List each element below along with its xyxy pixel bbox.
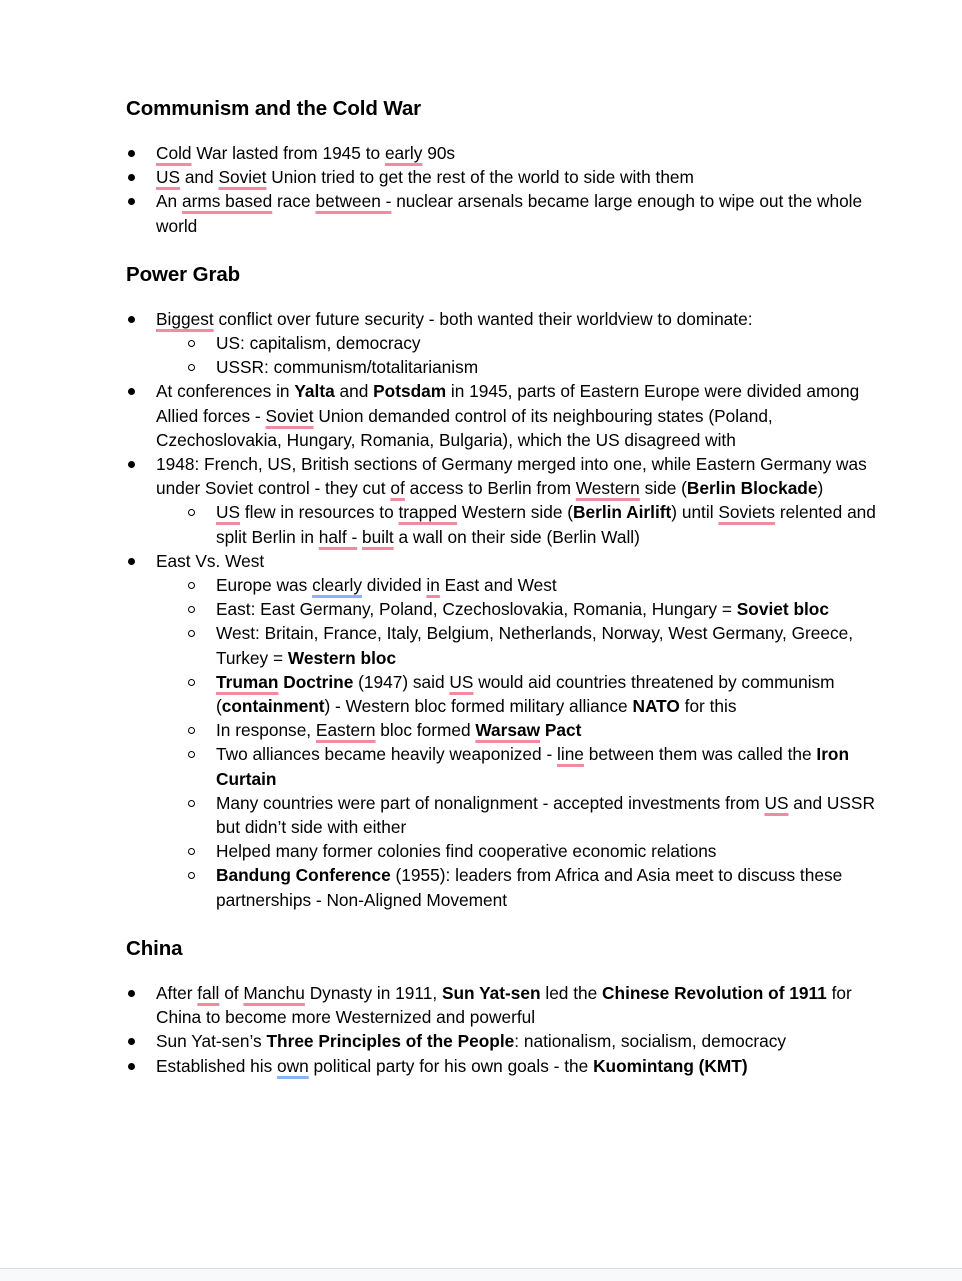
grammar-word[interactable]: clearly [312,575,362,596]
spellcheck-word[interactable]: fall [197,982,220,1003]
spellcheck-word[interactable]: Biggest [156,308,214,329]
spellcheck-word[interactable]: US [449,671,474,692]
spellcheck-word[interactable]: line [557,744,584,765]
sub-list-item: US: capitalism, democracy [126,331,876,355]
list-item: Biggest conflict over future security - both wanted their worldview to dominate: US: capitalism, democracy USSR: communism/totalitarianism [126,307,876,380]
grammar-word[interactable]: own [277,1055,309,1076]
spellcheck-word[interactable]: Warsaw [475,720,541,741]
sub-list-item: Truman Doctrine (1947) said US would aid countries threatened by communism (containment) - Western bloc formed military alliance NATO for this [126,670,876,718]
heading-power-grab: Power Grab [126,262,241,286]
spellcheck-word[interactable]: half - [318,526,358,547]
spellcheck-phrase[interactable]: arms based [181,191,273,212]
spellcheck-word[interactable]: US [156,167,181,188]
list-item: At conferences in Yalta and Potsdam in 1945, parts of Eastern Europe were divided among Allied forces - Soviet Union demanded control of its neighbouring states (Poland, Czechoslovakia, Hungary, Romania, Bulgaria), which the US disagreed with [126,379,876,452]
bullet-list [126,307,876,912]
sub-list-item: Helped many former colonies find cooperative economic relations [126,839,876,863]
spellcheck-word[interactable]: Cold [156,143,192,163]
list-item: Established his own political party for his own goals - the Kuomintang (KMT) [126,1054,876,1078]
list-item: Cold War lasted from 1945 to early 90s [126,141,876,165]
sub-list-item: US flew in resources to trapped Western side (Berlin Airlift) until Soviets relented and split Berlin in half - built a wall on their side (Berlin Wall) [126,500,876,548]
list-item: US and Soviet Union tried to get the rest of the world to side with them [126,165,876,189]
bottom-edge-bar [0,1268,962,1281]
sub-bullet-list [156,331,876,379]
sub-list-item: Two alliances became heavily weaponized - line between them was called the Iron Curtain [126,742,876,790]
spellcheck-word[interactable]: US [216,502,241,523]
list-item: An arms based race between - nuclear arsenals became large enough to wipe out the whole world [126,189,876,237]
sub-list-item: Many countries were part of nonalignment - accepted investments from US and USSR but didn’t side with either [126,791,876,839]
spellcheck-word[interactable]: Soviets [718,502,776,523]
spellcheck-phrase[interactable]: between - [315,191,392,212]
spellcheck-word[interactable]: Soviet [218,167,267,188]
list-item: East Vs. West Europe was clearly divided in East and West East: East Germany, Poland, Czechoslovakia, Romania, Hungary = Soviet bloc West: Britain, France, Italy, Belgium, Netherlands, Norway, West Germany, Greece, Turkey = Western bloc Truman Doctrine (1947) said US would aid countries threatened by communism (containment) - Western bloc formed military alliance NATO for this In response, Eastern bloc formed Warsaw Pact Two alliances became heavily weaponized - line between them was called the Iron Curtain Many countries were part of nonalignment - accepted investments from US and USSR but didn’t side with either Helped many former colonies find cooperative economic relations Bandung Conference (1955): leaders from Africa and Asia meet to discuss these partnerships - Non-Aligned Movement [126,549,876,912]
sub-bullet-list [156,500,876,548]
spellcheck-word[interactable]: Eastern [315,720,376,741]
spellcheck-word[interactable]: of [390,478,405,499]
list-item: Sun Yat-sen’s Three Principles of the People: nationalism, socialism, democracy [126,1029,876,1053]
heading-china: China [126,936,183,960]
spellcheck-word[interactable]: built [362,526,394,547]
sub-list-item: USSR: communism/totalitarianism [126,355,876,379]
spellcheck-word[interactable]: in [426,575,440,596]
spellcheck-word[interactable]: early [384,143,423,163]
sub-list-item: East: East Germany, Poland, Czechoslovakia, Romania, Hungary = Soviet bloc [126,597,876,621]
heading-communism-cold-war: Communism and the Cold War [126,97,422,120]
sub-list-item: Europe was clearly divided in East and West [126,573,876,597]
sub-list-item: Bandung Conference (1955): leaders from Africa and Asia meet to discuss these partnerships - Non-Aligned Movement [126,863,876,911]
document-body[interactable] [126,94,876,1100]
spellcheck-word[interactable]: Manchu [243,982,305,1003]
spellcheck-word[interactable]: trapped [398,502,458,523]
list-item: After fall of Manchu Dynasty in 1911, Sun Yat-sen led the Chinese Revolution of 1911 for China to become more Westernized and powerful [126,981,876,1029]
spellcheck-word[interactable]: Soviet [265,405,314,426]
list-item: 1948: French, US, British sections of Germany merged into one, while Eastern Germany was under Soviet control - they cut of access to Berlin from Western side (Berlin Blockade) US flew in resources to trapped Western side (Berlin Airlift) until Soviets relented and split Berlin in half - built a wall on their side (Berlin Wall) [126,452,876,549]
spellcheck-word[interactable]: US [764,792,789,813]
spellcheck-word[interactable]: Truman [216,671,279,692]
sub-list-item: West: Britain, France, Italy, Belgium, Netherlands, Norway, West Germany, Greece, Turkey = Western bloc [126,621,876,669]
sub-list-item: In response, Eastern bloc formed Warsaw Pact [126,718,876,742]
sub-bullet-list [156,573,876,912]
bullet-list [126,141,876,238]
spellcheck-word[interactable]: Western [575,478,640,499]
bullet-list [126,981,876,1078]
